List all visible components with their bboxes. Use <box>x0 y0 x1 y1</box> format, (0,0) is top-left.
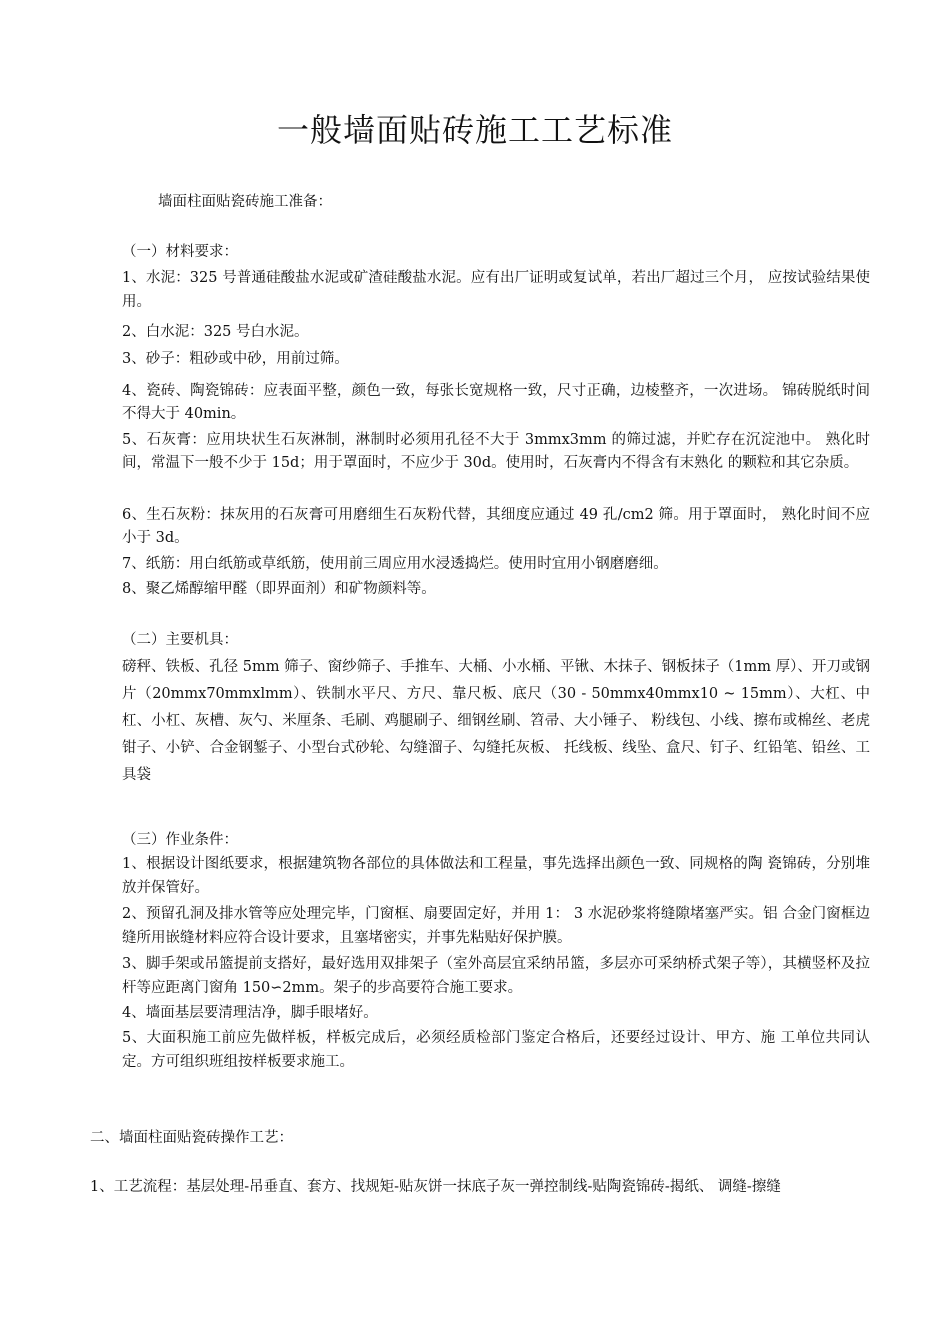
condition-item-2: 2、预留孔洞及排水管等应处理完毕，门窗框、扇要固定好，并用 1： 3 水泥砂浆将缝隙堵塞严实。铝 合金门窗框边缝所用嵌缝材料应符合设计要求，且塞堵密实，并事先粘贴好保护膜。 <box>122 906 870 946</box>
condition-item-4: 4、墙面基层要清理洁净，脚手眼堵好。 <box>122 1005 378 1021</box>
material-item-4: 4、瓷砖、陶瓷锦砖：应表面平整，颜色一致，每张长宽规格一致，尺寸正确，边棱整齐，一次进场。 锦砖脱纸时间不得大于 40min。 <box>122 383 870 422</box>
conditions-heading: （三）作业条件： <box>122 832 238 848</box>
process-flow: 1、工艺流程：基层处理-吊垂直、套方、找规矩-贴灰饼一抹底子灰一弹控制线-贴陶瓷锦砖-揭纸、 调缝-擦缝 <box>90 1179 781 1195</box>
document-title: 一般墙面贴砖施工工艺标准 <box>276 111 673 149</box>
material-item-1: 1、水泥：325 号普通硅酸盐水泥或矿渣硅酸盐水泥。应有出厂证明或复试单，若出厂超过三个月， 应按试验结果使用。 <box>122 270 870 310</box>
condition-item-5: 5、大面积施工前应先做样板，样板完成后，必须经质检部门鉴定合格后，还要经过设计、甲方、施 工单位共同认定。方可组织班组按样板要求施工。 <box>122 1030 870 1070</box>
material-item-6: 6、生石灰粉：抹灰用的石灰膏可用磨细生石灰粉代替，其细度应通过 49 孔/cm2 筛。用于罩面时， 熟化时间不应小于 3d。 <box>122 507 870 546</box>
material-item-5: 5、石灰膏：应用块状生石灰淋制，淋制时必须用孔径不大于 3mmx3mm 的筛过滤，并贮存在沉淀池中。 熟化时间，常温下一般不少于 15d；用于罩面时，不应少于 30d。使用时，石灰膏内不得含有末熟化 的颗粒和其它杂质。 <box>122 432 870 471</box>
operation-heading: 二、墙面柱面贴瓷砖操作工艺： <box>90 1130 293 1146</box>
material-item-3: 3、砂子：粗砂或中砂，用前过筛。 <box>122 351 349 367</box>
condition-item-3: 3、脚手架或吊篮提前支搭好，最好选用双排架子（室外高层宜采纳吊篮，多层亦可采纳桥式架子等），其横竖杯及拉杆等应距离门窗角 150∽2mm。架子的步高要符合施工要求。 <box>122 956 870 996</box>
tools-heading: （二）主要机具： <box>122 632 238 648</box>
material-item-8: 8、聚乙烯醇缩甲醛（即界面剂）和矿物颜料等。 <box>122 581 436 597</box>
tools-list: 磅秤、铁板、孔径 5mm 筛子、窗纱筛子、手推车、大桶、小水桶、平锹、木抹子、钢板抹子（1mm 厚）、开刀或钢片（20mmx70mmxlmm）、铁制水平尺、方尺、靠尺板、底尺（30 - 50mmx40mmx10 ~ 15mm）、大杠、中杠、小杠、灰槽、灰勺、米厘条、毛刷、鸡腿刷子、细钢丝刷、笤帚、大小锤子、 粉线包、小线、擦布或棉丝、老虎钳子、小铲、合金钢錾子、小型台式砂轮、勾缝溜子、勾缝托灰板、 托线板、线坠、盒尺、钉子、红铅笔、铅丝、工具袋 <box>122 659 870 783</box>
material-item-7: 7、纸筋：用白纸筋或草纸筋，使用前三周应用水浸透捣烂。使用时宜用小钢磨磨细。 <box>122 556 668 572</box>
materials-heading: （一）材料要求： <box>122 244 238 260</box>
prep-heading: 墙面柱面贴瓷砖施工准备： <box>158 194 332 210</box>
material-item-2: 2、白水泥：325 号白水泥。 <box>122 324 309 340</box>
condition-item-1: 1、根据设计图纸要求，根据建筑物各部位的具体做法和工程量，事先选择出颜色一致、同规格的陶 瓷锦砖，分别堆放并保管好。 <box>122 856 870 896</box>
